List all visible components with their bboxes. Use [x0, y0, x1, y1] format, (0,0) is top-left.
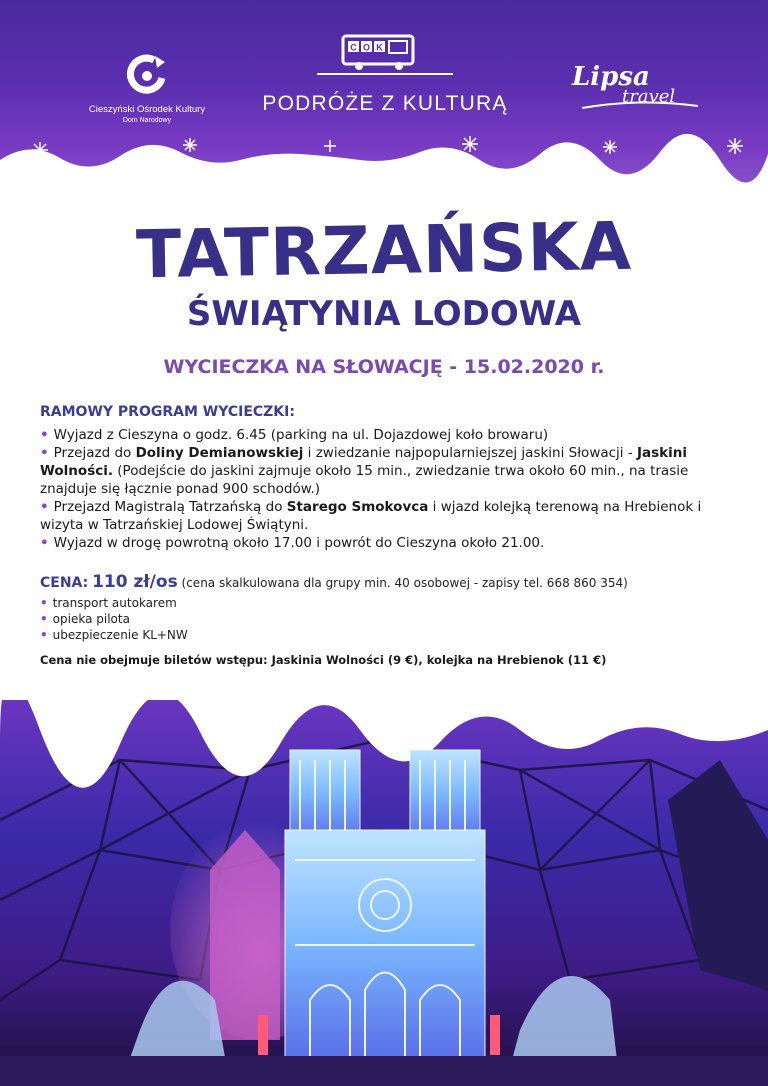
- list-item: [40, 611, 740, 627]
- bullet-icon: •: [40, 628, 48, 642]
- place-name: Doliny Demianowskiej: [135, 445, 304, 461]
- price-section: [40, 572, 740, 667]
- program-item: [40, 444, 740, 498]
- price-line: [40, 572, 740, 592]
- bullet-icon: •: [40, 499, 49, 515]
- lipsa-word: Lipsa: [572, 62, 650, 92]
- program-item-text: Wyjazd w drogę powrotną około 17.00 i powrót do Cieszyna około 21.00.: [53, 535, 545, 551]
- podroze-title: PODRÓŻE Z KULTURĄ: [262, 92, 508, 115]
- cok-name-line1: Cieszyński Ośrodek Kultury: [88, 104, 206, 115]
- header-banner: [0, 0, 768, 190]
- program-item: [40, 426, 740, 444]
- program-item: [40, 498, 740, 534]
- price-exclusion-note: Cena nie obejmuje biletów wstępu: Jaskinia Wolności (9 €), kolejka na Hrebienok (11 €): [40, 653, 607, 667]
- program-item-text: (Podejście do jaskini zajmuje około 15 min., zwiedzanie trwa około 60 min., na trasie znajduje się łącznie ponad 900 schodów.): [40, 463, 689, 497]
- bus-letter-c: C: [350, 42, 357, 53]
- place-name: Jaskini Wolności.: [40, 445, 688, 479]
- program-heading: RAMOWY PROGRAM WYCIECZKI:: [40, 404, 295, 420]
- bullet-icon: •: [40, 535, 49, 551]
- frost-border: [0, 130, 768, 190]
- program-item-text: Przejazd do: [53, 445, 136, 461]
- bus-letter-o: O: [362, 42, 371, 53]
- include-text: transport autokarem: [52, 596, 177, 610]
- include-text: ubezpieczenie KL+NW: [52, 628, 188, 642]
- include-text: opieka pilota: [52, 612, 130, 626]
- cok-logo[interactable]: [72, 52, 222, 124]
- bullet-icon: •: [40, 445, 49, 461]
- program-item-text: Wyjazd z Cieszyna o godz. 6.45 (parking na ul. Dojazdowej koło browaru): [53, 427, 549, 443]
- cok-logo-icon: [124, 52, 170, 98]
- price-detail: (cena skalkulowana dla grupy min. 40 osobowej - zapisy tel. 668 860 354): [181, 576, 628, 590]
- cok-name-line2: Dom Narodowy: [122, 117, 172, 124]
- bus-icon: [315, 32, 455, 78]
- ice-temple-illustration: [0, 700, 768, 1086]
- list-item: [40, 627, 740, 643]
- price-value: 110 zł/os: [92, 572, 178, 592]
- program-list: [40, 426, 740, 552]
- bullet-icon: •: [40, 596, 48, 610]
- trip-date-line: WYCIECZKA NA SŁOWACJĘ - 15.02.2020 r.: [163, 356, 605, 378]
- price-includes-list: [40, 595, 740, 643]
- program-item-text: Przejazd Magistralą Tatrzańską do: [53, 499, 287, 515]
- bullet-icon: •: [40, 427, 49, 443]
- lipsa-travel-logo[interactable]: [560, 62, 710, 107]
- program-item-text: i zwiedzanie najpopularniejszej jaskini Słowacji -: [303, 445, 638, 461]
- program-item-text: i wjazd kolejką terenową na Hrebienok i wizyta w Tatrzańskiej Lodowej Świątyni.: [40, 499, 702, 533]
- page-subtitle: ŚWIĄTYNIA LODOWA: [186, 294, 582, 334]
- price-label: CENA:: [40, 575, 89, 591]
- program-item: [40, 534, 740, 552]
- place-name: Starego Smokovca: [286, 499, 429, 515]
- lipsa-travel-word: travel: [622, 86, 676, 107]
- bus-letter-k: K: [376, 42, 383, 53]
- page-title: TATRZAŃSKA: [135, 207, 633, 294]
- ice-temple-photo: [0, 700, 768, 1086]
- podroze-brand: [250, 32, 520, 116]
- swoosh-icon: [580, 96, 700, 112]
- program-section: [40, 404, 740, 552]
- bullet-icon: •: [40, 612, 48, 626]
- list-item: [40, 595, 740, 611]
